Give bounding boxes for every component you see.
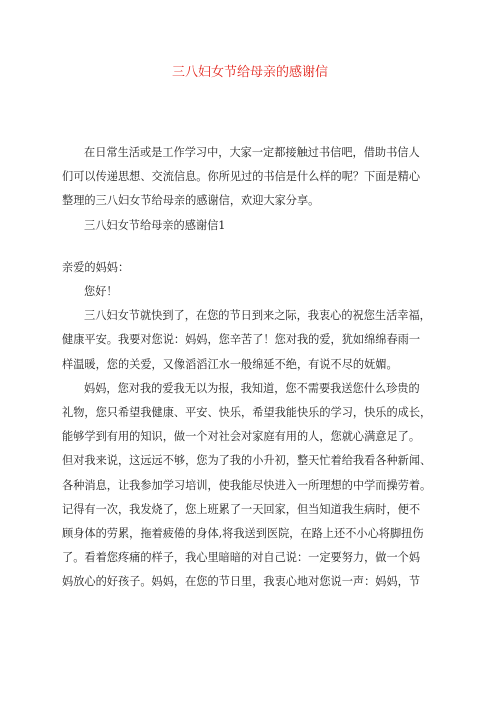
paragraph-line: 在日常生活或是工作学习中，大家一定都接触过书信吧，借助书信人	[84, 146, 420, 159]
paragraph-line: 各种消息，让我参加学习培训，使我能尽快进入一所理想的中学而操劳着。	[62, 478, 432, 492]
paragraph-line: 整理的三八妇女节给母亲的感谢信，欢迎大家分享。	[62, 194, 320, 208]
section-heading: 三八妇女节给母亲的感谢信1	[84, 218, 226, 232]
paragraph-line: 妈妈，您对我的爱我无以为报，我知道，您不需要我送您什么珍贵的	[84, 381, 420, 395]
paragraph-line: 顾身体的劳累，拖着疲倦的身体,将我送到医院，在路上还不小心将脚扭伤	[62, 527, 424, 541]
paragraph-line: 了。看着您疼痛的样子，我心里暗暗的对自己说：一定要努力，做一个妈	[62, 551, 421, 565]
paragraph-line: 三八妇女节就快到了，在您的节日到来之际，我衷心的祝您生活幸福，	[84, 309, 431, 323]
paragraph-line: 妈放心的好孩子。妈妈，在您的节日里，我衷心地对您说一声：妈妈，节	[62, 575, 421, 589]
paragraph-line: 能够学到有用的知识，做一个对社会对家庭有用的人，您就心满意足了。	[62, 430, 421, 444]
paragraph-line: 记得有一次，我发烧了，您上班累了一天回家，但当知道我生病时，便不	[62, 502, 421, 516]
greeting: 您好！	[84, 285, 118, 299]
paragraph-line: 样温暖，您的关爱，又像滔滔江水一般绵延不绝，有说不尽的妩媚。	[62, 357, 398, 371]
document-body	[62, 141, 442, 595]
paragraph-line: 们可以传递思想、交流信息。你所见过的书信是什么样的呢？下面是精心	[62, 170, 421, 184]
document-title: 三八妇女节给母亲的感谢信	[171, 65, 328, 80]
paragraph-line: 礼物，您只希望我健康、平安、快乐，希望我能快乐的学习，快乐的成长，	[62, 406, 432, 420]
paragraph-line: 但对我来说，这远远不够，您为了我的小升初，整天忙着给我看各种新闻、	[62, 454, 432, 468]
paragraph-line: 健康平安。我要对您说：妈妈，您辛苦了！您对我的爱，犹如绵绵春雨一	[62, 333, 421, 347]
salutation: 亲爱的妈妈：	[62, 260, 130, 274]
